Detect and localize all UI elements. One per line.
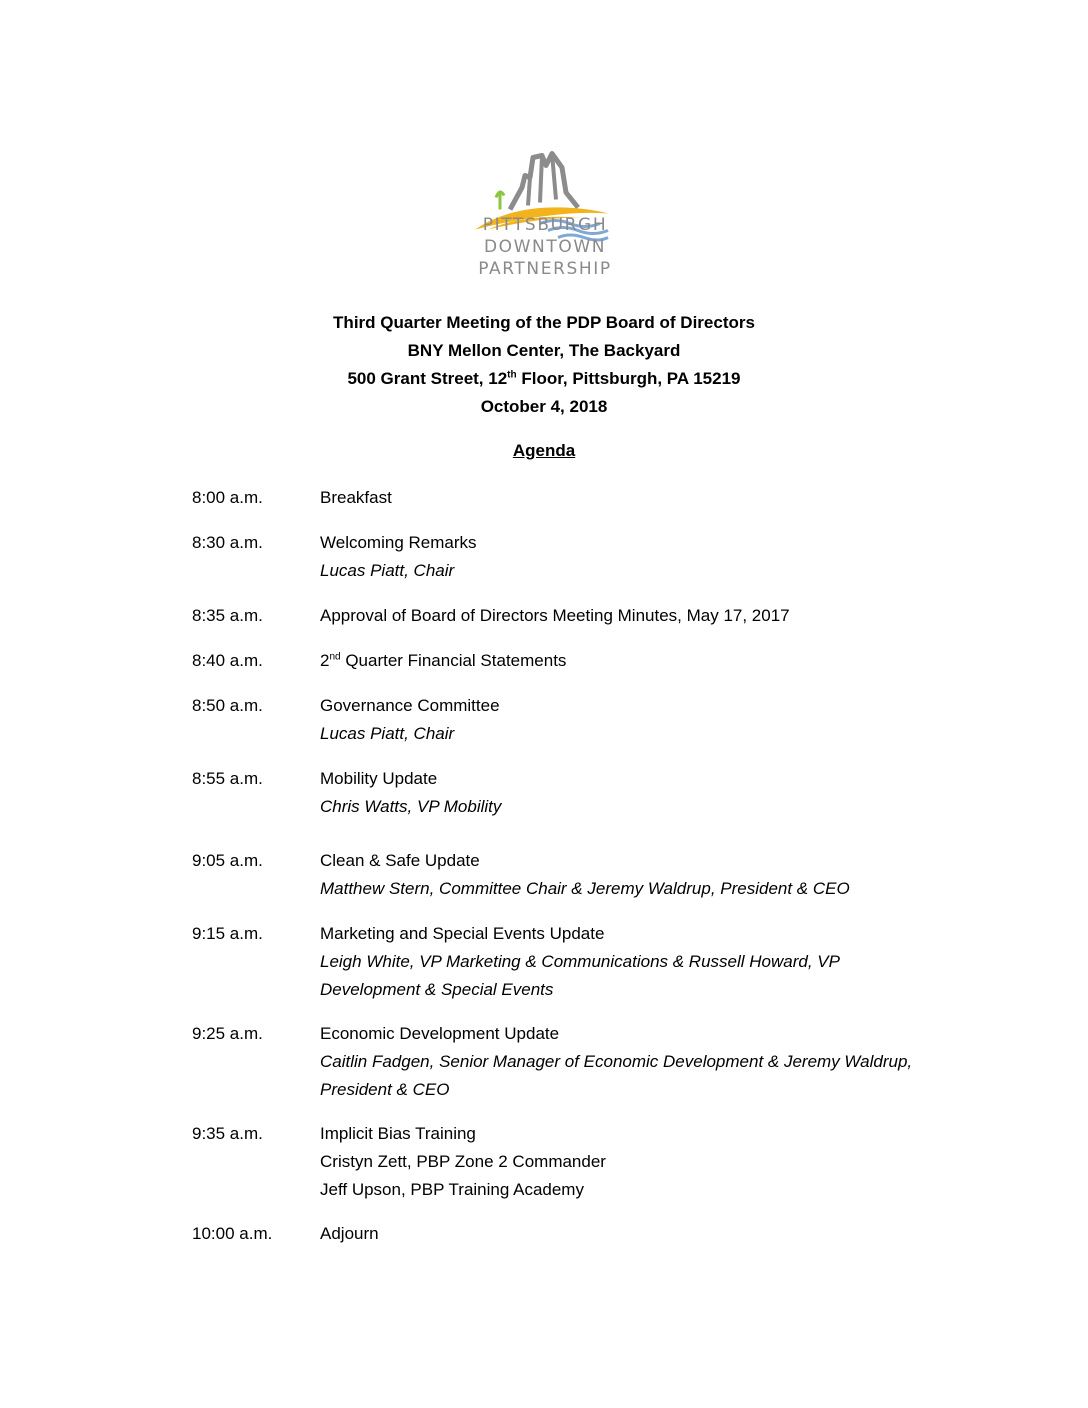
agenda-presenter-cont: President & CEO [320,1080,450,1099]
agenda-title-text: Implicit Bias Training [320,1124,476,1143]
agenda-title-text: Approval of Board of Directors Meeting Minutes, May 17, 2017 [320,606,790,625]
header-venue: BNY Mellon Center, The Backyard [407,341,681,360]
logo-line-3: PARTNERSHIP [478,259,612,279]
logo-line-2: DOWNTOWN [483,237,607,257]
agenda-title-text: Economic Development Update [320,1024,560,1043]
header-title: Third Quarter Meeting of the PDP Board of Directors [333,313,755,332]
agenda-presenter: Lucas Piatt, Chair [320,561,455,580]
agenda-time: 9:05 a.m. [192,851,263,870]
agenda-presenter-cont: Jeff Upson, PBP Training Academy [320,1180,584,1199]
skyline-shape [510,154,578,210]
header-date: October 4, 2018 [480,397,608,416]
agenda-time: 8:50 a.m. [192,696,263,715]
agenda-title-text: Marketing and Special Events Update [320,924,605,943]
logo-line-1: PITTSBURGH [482,215,608,235]
agenda-presenter: Caitlin Fadgen, Senior Manager of Economic Development & Jeremy Waldrup, [320,1052,913,1071]
agenda-presenter: Cristyn Zett, PBP Zone 2 Commander [320,1152,606,1171]
agenda-time: 8:30 a.m. [192,533,263,552]
agenda-presenter-cont: Development & Special Events [320,980,554,999]
agenda-time: 9:25 a.m. [192,1024,263,1043]
agenda-title-text: Mobility Update [320,769,438,788]
agenda-title-text: 2nd Quarter Financial Statements [320,651,567,670]
meeting-header [0,309,1088,421]
agenda-time: 8:40 a.m. [192,651,263,670]
agenda-title-text: Governance Committee [320,696,500,715]
agenda-time: 10:00 a.m. [192,1224,273,1243]
agenda-presenter: Leigh White, VP Marketing & Communications & Russell Howard, VP [320,952,840,971]
agenda-presenter: Matthew Stern, Committee Chair & Jeremy Waldrup, President & CEO [320,879,850,898]
agenda-time: 8:55 a.m. [192,769,263,788]
agenda-time: 8:00 a.m. [192,488,263,507]
agenda-title-text: Clean & Safe Update [320,851,480,870]
agenda-time: 9:35 a.m. [192,1124,263,1143]
agenda-presenter: Lucas Piatt, Chair [320,724,455,743]
agenda-time: 9:15 a.m. [192,924,263,943]
green-figure-shape [496,192,504,210]
agenda-title-text: Welcoming Remarks [320,533,477,552]
agenda-title-text: Breakfast [320,488,392,507]
header-address: 500 Grant Street, 12th Floor, Pittsburgh, PA 15219 [347,369,741,388]
agenda-title: Agenda [512,441,576,460]
agenda-title-text: Adjourn [320,1224,379,1243]
agenda-presenter: Chris Watts, VP Mobility [320,797,502,816]
agenda-time: 8:35 a.m. [192,606,263,625]
